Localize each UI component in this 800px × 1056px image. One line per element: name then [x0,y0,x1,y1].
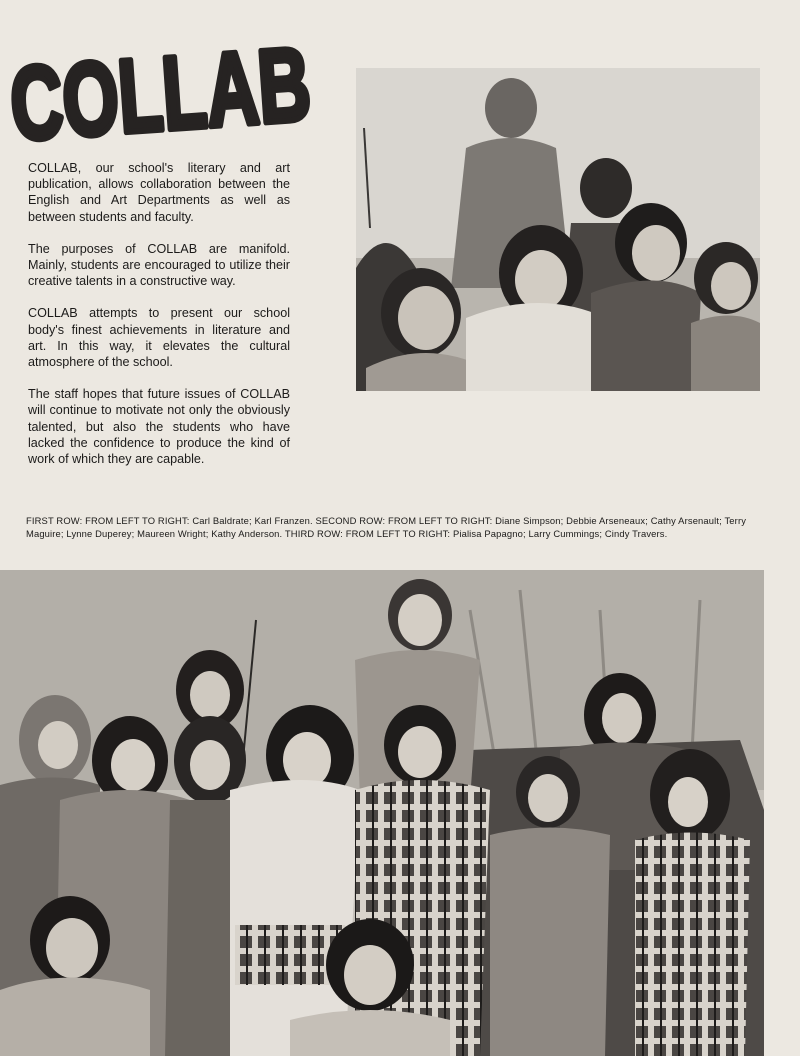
caption-row2-label: SECOND ROW: FROM LEFT TO RIGHT: [315,515,493,526]
intro-text [28,160,290,483]
intro-paragraph: The purposes of COLLAB are manifold. Mainly, students are encouraged to utilize their creative talents in a constructive way. [28,241,290,289]
intro-paragraph: The staff hopes that future issues of COLLAB will continue to motivate not only the obviously talented, but also the students who have lacked the confidence to produce the kind of work of which they are capable. [28,387,290,467]
caption-row3-names: Pialisa Papagno; Larry Cummings; Cindy Travers. [452,528,668,539]
caption-row3-label: THIRD ROW: FROM LEFT TO RIGHT: [284,528,451,539]
intro-paragraph: COLLAB attempts to present our school body's finest achievements in literature and art. In this way, it elevates the cultural atmosphere of the school. [28,306,290,370]
collab-logo [6,17,448,164]
caption-row2-names: Diane Simpson; Debbie Arseneaux; Cathy Arsenault; Terry Maguire; Lynne Duperey; Maureen Wright; Kathy Anderson. [26,515,747,539]
staff-photo-top [356,68,760,391]
staff-photo-group [0,570,764,1056]
caption-row1-names: Carl Baldrate; Karl Franzen. [192,515,313,526]
photo-caption [26,514,758,540]
intro-paragraph: COLLAB, our school's literary and art publication, allows collaboration between the English and Art Departments as well as between students and faculty. [28,161,290,224]
caption-row1-label: FIRST ROW: FROM LEFT TO RIGHT: [26,515,190,526]
logo-text: COLLAB [6,17,448,164]
